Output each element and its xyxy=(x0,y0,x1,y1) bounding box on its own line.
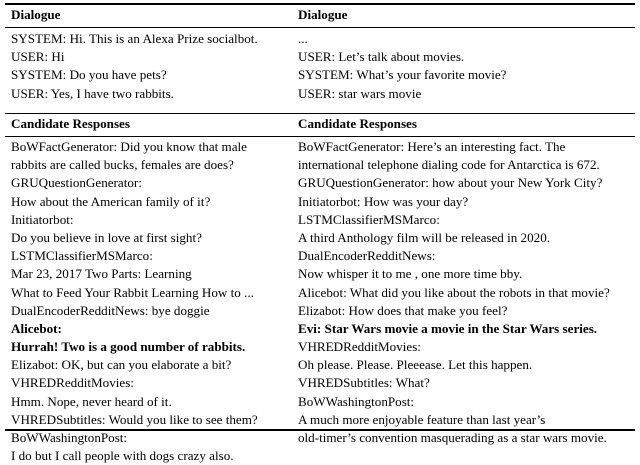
response-line: Initiatorbot: How was your day? xyxy=(298,193,469,209)
selected-response-line: Evi: Star Wars movie a movie in the Star Wars series. xyxy=(298,320,598,336)
response-line: Hmm. Nope, never heard of it. xyxy=(11,393,172,409)
response-line: Initiatorbot: xyxy=(11,211,74,227)
selected-response-line: Alicebot: xyxy=(11,320,62,336)
response-line: A third Anthology film will be released in 2020. xyxy=(298,229,551,245)
response-line: VHREDRedditMovies: xyxy=(298,339,421,355)
dialogue-line: SYSTEM: Do you have pets? xyxy=(11,67,167,83)
response-line: Alicebot: What did you like about the robots in that movie? xyxy=(298,284,610,300)
dialogue-lines xyxy=(11,30,258,103)
response-line: BoWWashingtonPost: xyxy=(11,430,128,445)
response-line: I do but I call people with dogs crazy also. xyxy=(11,448,234,464)
response-line: VHREDSubtitles: Would you like to see them? xyxy=(11,411,258,427)
dialogue-line: SYSTEM: Hi. This is an Alexa Prize socialbot. xyxy=(11,31,258,46)
response-line: Oh please. Please. Pleeease. Let this happen. xyxy=(298,357,533,373)
response-line: Now whisper it to me , one more time bby. xyxy=(298,266,523,282)
responses-header-rule xyxy=(5,136,635,137)
candidate-responses-list xyxy=(11,138,258,465)
response-line: Elizabot: How does that make you feel? xyxy=(298,302,508,318)
dialogue-lines xyxy=(298,30,507,103)
response-line: BoWFactGenerator: Did you know that male xyxy=(11,139,247,154)
response-line: Mar 23, 2017 Two Parts: Learning xyxy=(11,266,192,282)
section-rule xyxy=(5,113,635,114)
dialogue-line: USER: Hi xyxy=(11,49,65,65)
top-rule xyxy=(5,3,635,5)
candidate-responses-list xyxy=(298,138,610,447)
candidate-responses-header: Candidate Responses xyxy=(11,116,130,131)
dialogue-header: Dialogue xyxy=(11,7,61,22)
response-line: A much more enjoyable feature than last year’s xyxy=(298,411,546,427)
response-line: international telephone dialing code for Antarctica is 672. xyxy=(298,157,600,173)
dialogue-line: USER: star wars movie xyxy=(298,85,422,101)
dialogue-line: SYSTEM: What’s your favorite movie? xyxy=(298,67,507,83)
header-rule xyxy=(5,27,635,28)
response-line: GRUQuestionGenerator: xyxy=(11,175,142,191)
response-line: DualEncoderRedditNews: bye doggie xyxy=(11,302,210,318)
dialogue-header: Dialogue xyxy=(298,7,348,22)
response-line: BoWFactGenerator: Here’s an interesting fact. The xyxy=(298,139,566,154)
response-line: DualEncoderRedditNews: xyxy=(298,248,436,264)
selected-response-line: Hurrah! Two is a good number of rabbits. xyxy=(11,339,246,355)
response-line: VHREDSubtitles: What? xyxy=(298,375,430,391)
response-line: How about the American family of it? xyxy=(11,193,211,209)
candidate-responses-header: Candidate Responses xyxy=(298,116,417,131)
response-line: BoWWashingtonPost: xyxy=(298,393,415,409)
dialogue-line: USER: Let’s talk about movies. xyxy=(298,49,465,65)
response-line: Do you believe in love at first sight? xyxy=(11,229,202,245)
dialogue-line: USER: Yes, I have two rabbits. xyxy=(11,85,174,101)
dialogue-line: ... xyxy=(298,31,308,46)
response-line: rabbits are called bucks, females are does? xyxy=(11,157,234,173)
response-line: LSTMClassifierMSMarco: xyxy=(11,248,153,264)
response-line: What to Feed Your Rabbit Learning How to ... xyxy=(11,284,254,300)
response-line: Elizabot: OK, but can you elaborate a bit? xyxy=(11,357,232,373)
response-line: GRUQuestionGenerator: how about your New York City? xyxy=(298,175,603,191)
response-line: old-timer’s convention masquerading as a star wars movie. xyxy=(298,430,607,445)
response-line: LSTMClassifierMSMarco: xyxy=(298,211,440,227)
response-line: VHREDRedditMovies: xyxy=(11,375,134,391)
